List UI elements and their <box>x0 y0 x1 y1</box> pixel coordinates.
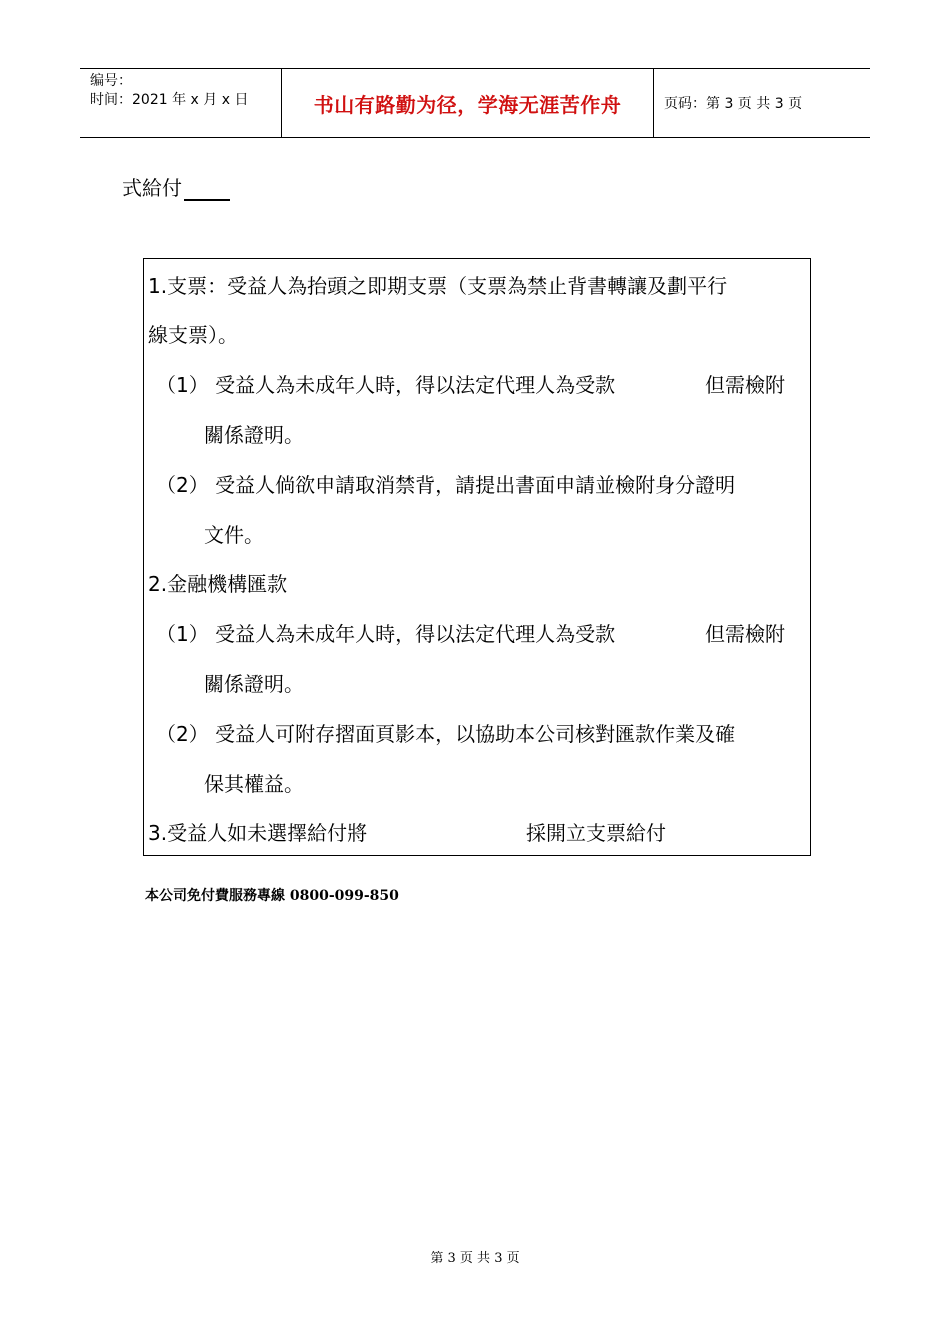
default-option-tail: 採開立支票給付 <box>526 821 666 845</box>
transfer-item2-line2: 保其權益。 <box>204 772 304 796</box>
cheque-line-1: 1.支票：受益人為抬頭之即期支票（支票為禁止背書轉讓及劃平行 <box>148 274 728 298</box>
time-label: 时间：2021 年 x 月 x 日 <box>90 92 249 108</box>
cheque-item1-tail: 但需檢附 <box>705 373 785 397</box>
payment-methods-box <box>143 258 811 856</box>
document-header <box>80 68 870 138</box>
payment-heading <box>122 172 230 201</box>
header-page <box>654 69 870 137</box>
cheque-item1-line2: 關係證明。 <box>204 423 304 447</box>
service-hotline: 本公司免付費服務專線 0800-099-850 <box>145 888 399 904</box>
motto-text: 书山有路勤为径，学海无涯苦作舟 <box>313 92 622 117</box>
cheque-item2-line1: （2） 受益人倘欲申請取消禁背，請提出書面申請並檢附身分證明 <box>156 473 736 497</box>
cheque-item2-line2: 文件。 <box>204 523 264 547</box>
transfer-item1-line1: （1） 受益人為未成年人時，得以法定代理人為受款 <box>156 622 616 646</box>
heading-underline <box>184 179 230 201</box>
transfer-item1-tail: 但需檢附 <box>705 622 785 646</box>
payment-heading-text: 式給付 <box>122 176 182 200</box>
default-option-line: 3.受益人如未選擇給付將 <box>148 821 368 845</box>
cheque-line-2: 線支票）。 <box>148 323 238 347</box>
header-motto <box>282 69 654 137</box>
header-meta <box>80 69 282 137</box>
page-footer: 第 3 页 共 3 页 <box>430 1251 520 1266</box>
code-label: 编号： <box>90 73 132 89</box>
transfer-heading: 2.金融機構匯款 <box>148 572 288 596</box>
transfer-item2-line1: （2） 受益人可附存摺面頁影本，以協助本公司核對匯款作業及確 <box>156 722 736 746</box>
cheque-item1-line1: （1） 受益人為未成年人時，得以法定代理人為受款 <box>156 373 616 397</box>
page-label: 页码：第 3 页 共 3 页 <box>664 96 803 112</box>
transfer-item1-line2: 關係證明。 <box>204 672 304 696</box>
